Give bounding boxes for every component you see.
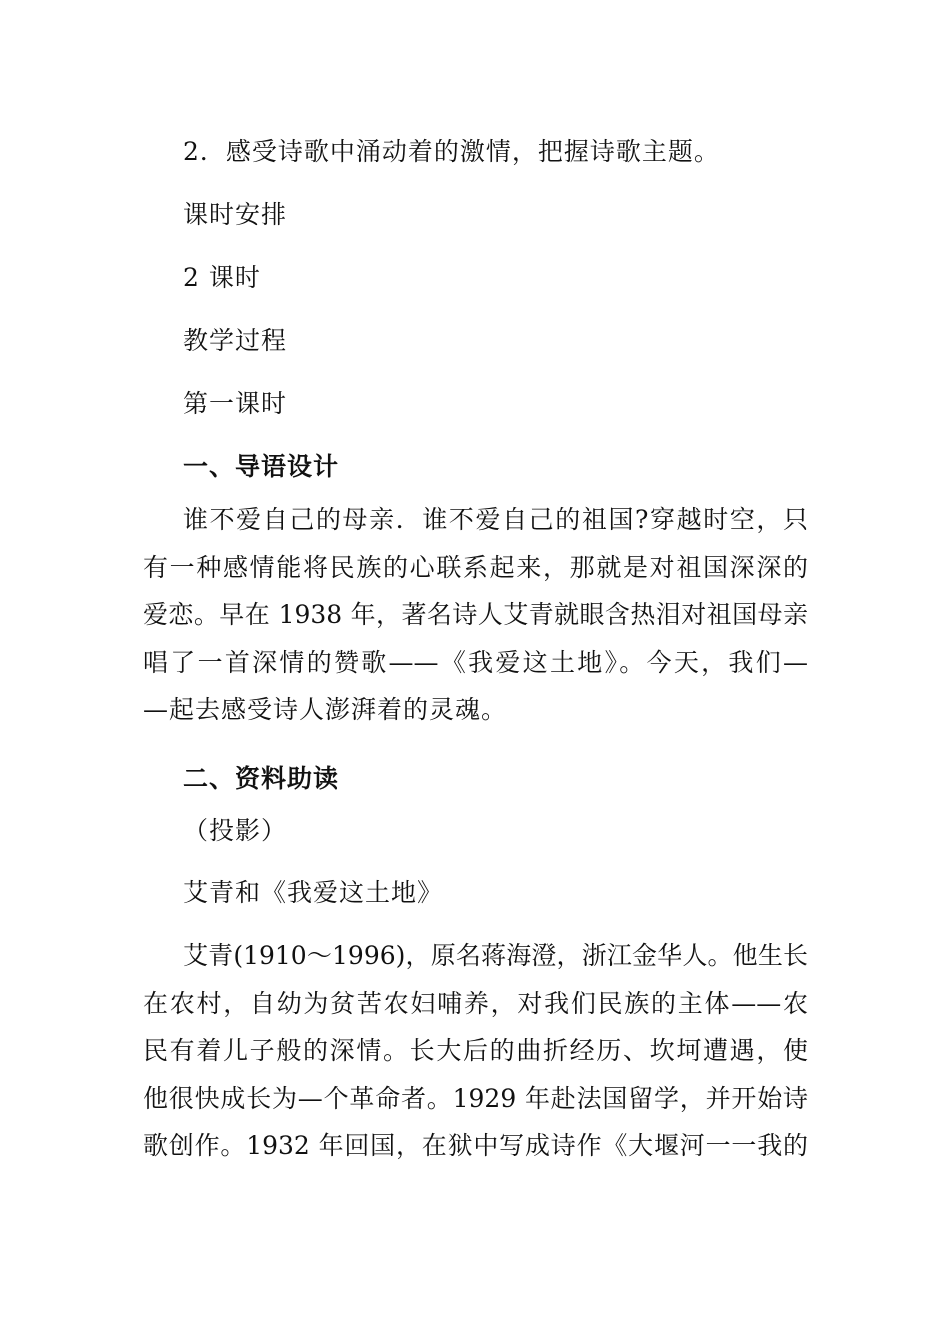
paragraph-line: 歌创作。1932 年回国，在狱中写成诗作《大堰河一一我的 [143, 1131, 808, 1160]
paragraph-line: 他很快成长为—个革命者。1929 年赴法国留学，并开始诗 [143, 1083, 808, 1113]
schedule-label: 课时安排 [183, 200, 288, 229]
schedule-value: 2 课时 [183, 263, 261, 292]
paragraph-line: —起去感受诗人澎湃着的灵魂。 [143, 695, 508, 724]
material-subtitle: 艾青和《我爱这土地》 [183, 878, 444, 907]
intro-paragraph [143, 505, 808, 743]
paragraph-line: 爱恋。早在 1938 年，著名诗人艾青就眼含热泪对祖国母亲 [143, 600, 808, 629]
biography-paragraph [143, 941, 808, 1179]
paragraph-line: 艾青(1910～1996)，原名蒋海澄，浙江金华人。他生长 [183, 941, 808, 970]
section-heading-materials: 二、资料助读 [183, 764, 340, 793]
process-label: 教学过程 [183, 326, 288, 355]
lesson-label: 第一课时 [183, 389, 288, 418]
paragraph-line: 在农村，自幼为贫苦农妇哺养，对我们民族的主体——农 [143, 988, 808, 1018]
projection-note: （投影） [183, 816, 288, 845]
paragraph-line: 谁不爱自己的母亲．谁不爱自己的祖国?穿越时空，只 [183, 505, 808, 534]
section-heading-intro: 一、导语设计 [183, 452, 340, 481]
paragraph-line: 有一种感情能将民族的心联系起来，那就是对祖国深深的 [143, 552, 808, 582]
paragraph-line: 唱了一首深情的赞歌——《我爱这土地》。今天，我们— [143, 647, 808, 677]
objective-item-2: 2．感受诗歌中涌动着的激情，把握诗歌主题。 [183, 137, 720, 166]
paragraph-line: 民有着儿子般的深情。长大后的曲折经历、坎坷遭遇，使 [143, 1036, 808, 1065]
